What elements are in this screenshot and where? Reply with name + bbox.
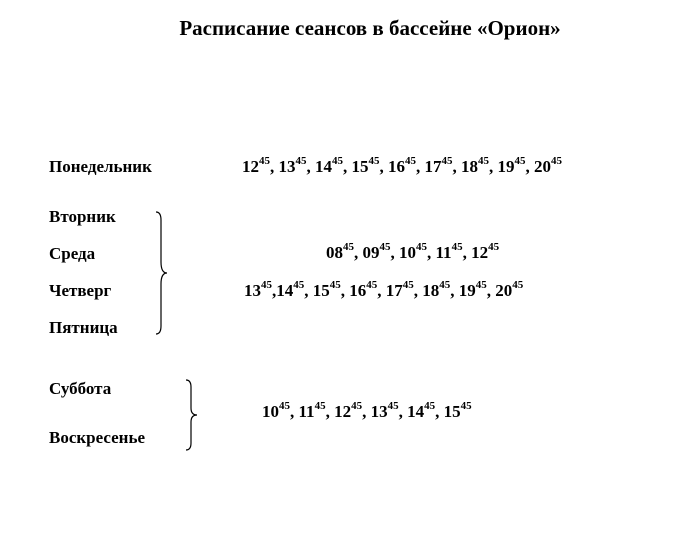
session-hour: 13 bbox=[278, 157, 296, 176]
session-hour: 20 bbox=[495, 281, 513, 300]
session-hour: 13 bbox=[244, 281, 261, 300]
session-minutes: 45 bbox=[387, 400, 399, 412]
session-hour: 20 bbox=[534, 157, 551, 176]
day-monday: Понедельник bbox=[49, 157, 152, 176]
session-minutes: 45 bbox=[366, 279, 378, 291]
session-hour: 10 bbox=[262, 402, 279, 421]
day-friday: Пятница bbox=[49, 318, 118, 337]
session-minutes: 45 bbox=[402, 279, 414, 291]
session-minutes: 45 bbox=[279, 400, 290, 412]
session-minutes: 45 bbox=[460, 400, 472, 412]
session-minutes: 45 bbox=[475, 279, 487, 291]
times-weekdays-morning: $08^{45}$, $09^{45}$, $10^{45}$, $11^{45}$, $12^{45}$ bbox=[326, 241, 500, 262]
session-minutes: 45 bbox=[332, 155, 343, 167]
session-hour: 13 bbox=[370, 402, 388, 421]
session-hour: 10 bbox=[399, 243, 416, 262]
session-hour: 14 bbox=[407, 402, 425, 421]
day-wednesday: Среда bbox=[49, 244, 96, 263]
session-minutes: 45 bbox=[512, 279, 524, 291]
session-minutes: 45 bbox=[439, 279, 451, 291]
session-minutes: 45 bbox=[551, 155, 562, 167]
session-minutes: 45 bbox=[514, 155, 526, 167]
session-minutes: 45 bbox=[451, 241, 463, 253]
session-hour: 14 bbox=[315, 157, 332, 176]
session-hour: 09 bbox=[362, 243, 380, 262]
page-title: Расписание сеансов в бассейне «Орион» bbox=[179, 16, 561, 40]
day-saturday: Суббота bbox=[49, 379, 112, 398]
session-hour: 18 bbox=[461, 157, 478, 176]
session-minutes: 45 bbox=[314, 400, 326, 412]
day-tuesday: Вторник bbox=[49, 207, 116, 226]
session-minutes: 45 bbox=[351, 400, 363, 412]
session-minutes: 45 bbox=[329, 279, 341, 291]
times-weekend: $10^{45}$, $11^{45}$, $12^{45}$, $13^{45}$, $14^{45}$, $15^{45}$ bbox=[262, 400, 472, 421]
session-hour: 15 bbox=[351, 157, 369, 176]
session-minutes: 45 bbox=[416, 241, 427, 253]
weekday-brace-icon bbox=[150, 210, 172, 336]
session-minutes: 45 bbox=[261, 279, 272, 291]
day-thursday: Четверг bbox=[49, 281, 112, 300]
session-hour: 19 bbox=[458, 281, 476, 300]
times-weekdays-evening: $13^{45},14^{45}$, $15^{45}$, $16^{45}$, $17^{45}$, $18^{45}$, $19^{45}$, $20^{45}$ bbox=[244, 279, 524, 300]
session-hour: 16 bbox=[388, 157, 405, 176]
session-minutes: 45 bbox=[343, 241, 354, 253]
session-hour: 15 bbox=[443, 402, 461, 421]
session-hour: 12 bbox=[242, 157, 259, 176]
session-hour: 18 bbox=[422, 281, 440, 300]
session-minutes: 45 bbox=[424, 400, 436, 412]
session-minutes: 45 bbox=[368, 155, 380, 167]
session-hour: 19 bbox=[497, 157, 515, 176]
session-hour: 15 bbox=[312, 281, 330, 300]
session-hour: 12 bbox=[334, 402, 352, 421]
session-hour: 17 bbox=[424, 157, 442, 176]
session-minutes: 45 bbox=[405, 155, 416, 167]
session-hour: 08 bbox=[326, 243, 343, 262]
session-hour: 16 bbox=[349, 281, 367, 300]
session-hour: 14 bbox=[276, 281, 294, 300]
session-hour: 11 bbox=[435, 243, 452, 262]
session-minutes: 45 bbox=[379, 241, 391, 253]
session-minutes: 45 bbox=[295, 155, 307, 167]
session-minutes: 45 bbox=[488, 241, 500, 253]
session-minutes: 45 bbox=[259, 155, 270, 167]
day-sunday: Воскресенье bbox=[49, 428, 146, 447]
times-monday: $12^{45}$, $13^{45}$, $14^{45}$, $15^{45}$, $16^{45}$, $17^{45}$, $18^{45}$, $19^{45}$, $20^{45}$ bbox=[242, 155, 562, 176]
session-minutes: 45 bbox=[478, 155, 489, 167]
session-hour: 12 bbox=[471, 243, 489, 262]
session-minutes: 45 bbox=[441, 155, 453, 167]
weekend-brace-icon bbox=[180, 378, 202, 452]
session-hour: 17 bbox=[385, 281, 403, 300]
session-hour: 11 bbox=[298, 402, 315, 421]
session-minutes: 45 bbox=[293, 279, 305, 291]
